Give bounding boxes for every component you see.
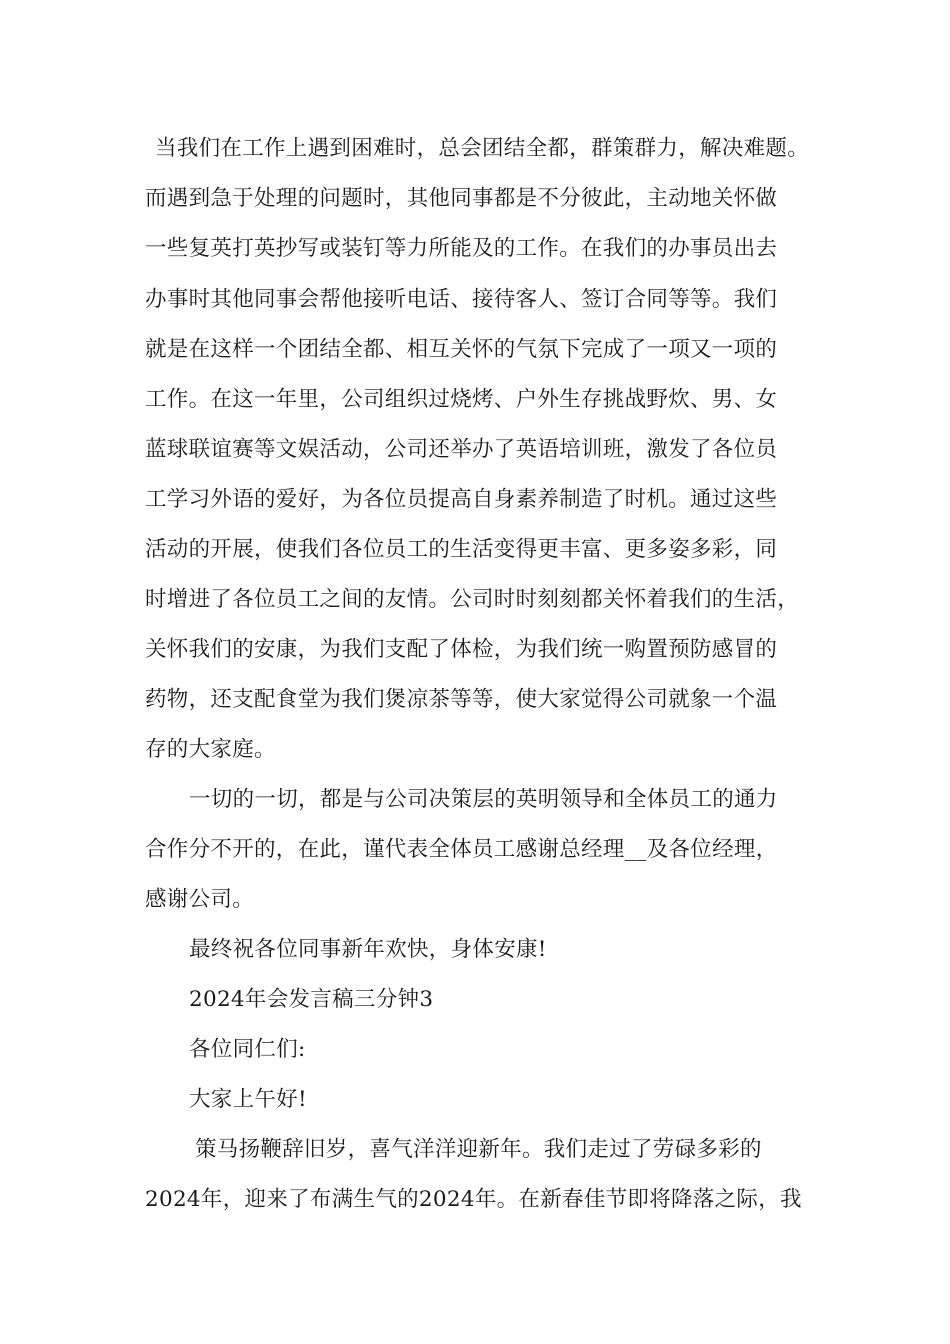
body-line-22: 2024年，迎来了布满生气的2024年。在新春佳节即将降落之际，我 xyxy=(145,1187,802,1212)
salutation: 各位同仁们: xyxy=(189,1037,306,1062)
body-line-21: 策马扬鞭辞旧岁，喜气洋洋迎新年。我们走过了劳碌多彩的 xyxy=(195,1137,762,1162)
body-line-16: 感谢公司。 xyxy=(145,887,255,912)
body-line-9: 活动的开展，使我们各位员工的生活变得更丰富、更多姿多彩，同 xyxy=(145,537,778,562)
body-line-8: 工学习外语的爱好，为各位员提高自身素养制造了时机。通过这些 xyxy=(145,487,778,512)
body-line-7: 蓝球联谊赛等文娱活动，公司还举办了英语培训班，激发了各位员 xyxy=(145,437,778,462)
greeting: 大家上午好! xyxy=(189,1087,307,1112)
body-line-3: 一些复英打英抄写或装钉等力所能及的工作。在我们的办事员出去 xyxy=(145,236,778,261)
body-line-4: 办事时其他同事会帮他接听电话、接待客人、签订合同等等。我们 xyxy=(145,287,778,312)
body-line-15: 合作分不开的，在此，谨代表全体员工感谢总经理__及各位经理， xyxy=(145,837,778,862)
body-line-14: 一切的一切，都是与公司决策层的英明领导和全体员工的通力 xyxy=(189,787,778,812)
section-heading: 2024年会发言稿三分钟3 xyxy=(189,987,434,1012)
body-line-11: 关怀我们的安康，为我们支配了体检，为我们统一购置预防感冒的 xyxy=(145,637,778,662)
body-line-1: 当我们在工作上遇到困难时，总会团结全都，群策群力，解决难题。 xyxy=(155,136,810,161)
body-line-13: 存的大家庭。 xyxy=(145,737,276,762)
body-line-2: 而遇到急于处理的问题时，其他同事都是不分彼此，主动地关怀做 xyxy=(145,186,778,211)
body-line-10: 时增进了各位员工之间的友情。公司时时刻刻都关怀着我们的生活， xyxy=(145,587,800,612)
body-line-5: 就是在这样一个团结全都、相互关怀的气氛下完成了一项又一项的 xyxy=(145,337,778,362)
body-line-12: 药物，还支配食堂为我们煲凉茶等等，使大家觉得公司就象一个温 xyxy=(145,687,778,712)
body-line-6: 工作。在这一年里，公司组织过烧烤、户外生存挑战野炊、男、女 xyxy=(145,387,778,412)
closing-wish: 最终祝各位同事新年欢快，身体安康! xyxy=(189,937,547,962)
